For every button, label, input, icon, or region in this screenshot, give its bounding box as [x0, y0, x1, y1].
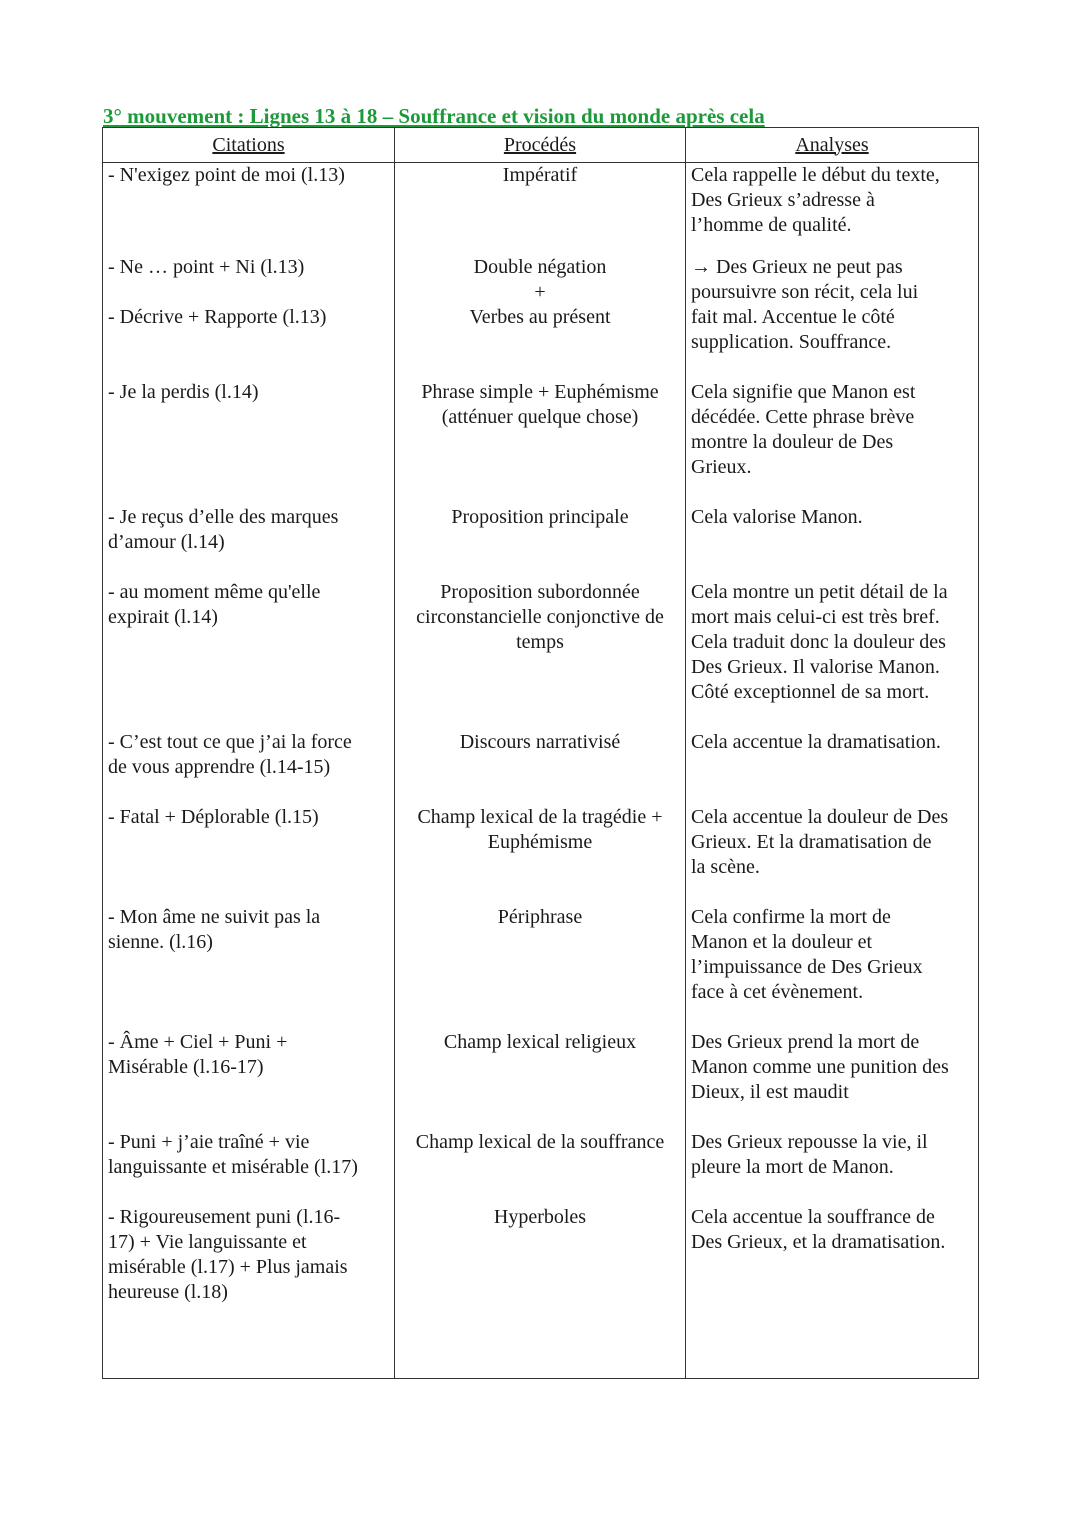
citation-cell [103, 730, 395, 805]
cell-line: - C’est tout ce que j’ai la force [108, 731, 352, 753]
citation-cell [103, 805, 395, 905]
citation-cell [103, 1030, 395, 1130]
cell-line: supplication. Souffrance. [691, 331, 892, 353]
cell-line: Misérable (l.16-17) [108, 1056, 264, 1078]
analyse-cell [686, 1130, 979, 1205]
analyse-cell [686, 905, 979, 1030]
cell-line: - Décrive + Rapporte (l.13) [108, 306, 327, 328]
table-row [103, 1130, 979, 1205]
citation-cell [103, 580, 395, 730]
table-row [103, 255, 979, 380]
cell-line: circonstancielle conjonctive de [416, 606, 664, 628]
cell-line: temps [516, 631, 564, 653]
procede-cell [395, 163, 686, 256]
table-row [103, 730, 979, 805]
cell-line: Cela accentue la souffrance de [691, 1206, 935, 1228]
cell-line: pleure la mort de Manon. [691, 1156, 894, 1178]
cell-line: expirait (l.14) [108, 606, 218, 628]
column-header-citations: Citations [103, 128, 395, 163]
cell-line: 17) + Vie languissante et [108, 1231, 307, 1253]
cell-line: Impératif [502, 164, 578, 186]
analysis-table [102, 127, 979, 1379]
cell-line: Dieux, il est maudit [691, 1081, 849, 1103]
cell-line: Proposition principale [451, 506, 629, 528]
cell-line: languissante et misérable (l.17) [108, 1156, 358, 1178]
cell-line: Grieux. [691, 456, 752, 478]
cell-line: décédée. Cette phrase brève [691, 406, 915, 428]
column-header-analyses: Analyses [686, 128, 979, 163]
cell-line: - Rigoureusement puni (l.16- [108, 1206, 341, 1228]
cell-line: de vous apprendre (l.14-15) [108, 756, 331, 778]
cell-line: poursuivre son récit, cela lui [691, 281, 919, 303]
cell-line: Des Grieux repousse la vie, il [691, 1131, 928, 1153]
analyse-cell [686, 505, 979, 580]
section-heading: 3° mouvement : Lignes 13 à 18 – Souffrance et vision du monde après cela [103, 104, 765, 128]
procede-cell [395, 580, 686, 730]
cell-line: + [534, 281, 546, 303]
cell-line: Cela signifie que Manon est [691, 381, 916, 403]
column-header-procedes: Procédés [395, 128, 686, 163]
cell-line: Cela accentue la douleur de Des [691, 806, 949, 828]
cell-line: Cela confirme la mort de [691, 906, 891, 928]
cell-line: Grieux. Et la dramatisation de [691, 831, 932, 853]
cell-line: - Je la perdis (l.14) [108, 381, 259, 403]
procede-cell [395, 1030, 686, 1130]
cell-line: Des Grieux, et la dramatisation. [691, 1231, 946, 1253]
cell-line: Champ lexical de la souffrance [415, 1131, 665, 1153]
cell-line: - au moment même qu'elle [108, 581, 321, 603]
analyse-cell [686, 805, 979, 905]
cell-line: Champ lexical religieux [443, 1031, 637, 1053]
cell-line: Cela rappelle le début du texte, [691, 164, 940, 186]
citation-cell [103, 1205, 395, 1379]
cell-line: - Âme + Ciel + Puni + [108, 1031, 288, 1053]
cell-line: d’amour (l.14) [108, 531, 225, 553]
cell-line: - Mon âme ne suivit pas la [108, 906, 321, 928]
cell-line: Hyperboles [493, 1206, 587, 1228]
cell-line: la scène. [691, 856, 760, 878]
table-row [103, 905, 979, 1030]
cell-line: Cela montre un petit détail de la [691, 581, 948, 603]
cell-line: - Fatal + Déplorable (l.15) [108, 806, 319, 828]
cell-line: - Puni + j’aie traîné + vie [108, 1131, 310, 1153]
cell-line: Discours narrativisé [459, 731, 621, 753]
procede-cell [395, 505, 686, 580]
cell-line: heureuse (l.18) [108, 1281, 228, 1303]
cell-line: Proposition subordonnée [440, 581, 640, 603]
cell-line: Manon comme une punition des [691, 1056, 949, 1078]
cell-line: Manon et la douleur et [691, 931, 873, 953]
table-row [103, 805, 979, 905]
table-row [103, 1030, 979, 1130]
header-row [103, 128, 979, 163]
cell-line: → Des Grieux ne peut pas [691, 256, 903, 278]
cell-line: misérable (l.17) + Plus jamais [108, 1256, 348, 1278]
analyse-cell [686, 380, 979, 505]
cell-line: montre la douleur de Des [691, 431, 894, 453]
cell-line: fait mal. Accentue le côté [691, 306, 895, 328]
cell-line: Cela traduit donc la douleur des [691, 631, 946, 653]
procede-cell [395, 805, 686, 905]
procede-cell [395, 730, 686, 805]
citation-cell [103, 163, 395, 256]
procede-cell [395, 1205, 686, 1379]
cell-line: Champ lexical de la tragédie + [417, 806, 663, 828]
cell-line: l’homme de qualité. [691, 214, 852, 236]
citation-cell [103, 380, 395, 505]
analyse-cell [686, 730, 979, 805]
cell-line: face à cet évènement. [691, 981, 864, 1003]
cell-line: - Ne … point + Ni (l.13) [108, 256, 305, 278]
cell-line: mort mais celui-ci est très bref. [691, 606, 940, 628]
cell-line: - Je reçus d’elle des marques [108, 506, 339, 528]
cell-line: Cela valorise Manon. [691, 506, 863, 528]
cell-line: l’impuissance de Des Grieux [691, 956, 923, 978]
cell-line: Euphémisme [487, 831, 593, 853]
cell-line: Des Grieux. Il valorise Manon. [691, 656, 940, 678]
citation-cell [103, 505, 395, 580]
table-row [103, 580, 979, 730]
analyse-cell [686, 580, 979, 730]
cell-line: Côté exceptionnel de sa mort. [691, 681, 930, 703]
cell-line: Des Grieux s’adresse à [691, 189, 875, 211]
analyse-cell [686, 1030, 979, 1130]
analyse-cell [686, 1205, 979, 1379]
procede-cell [395, 255, 686, 380]
cell-line: Périphrase [497, 906, 583, 928]
cell-line: Double négation [473, 256, 607, 278]
table-row [103, 163, 979, 256]
cell-line: - N'exigez point de moi (l.13) [108, 164, 345, 186]
citation-cell [103, 905, 395, 1030]
citation-cell [103, 1130, 395, 1205]
cell-line: (atténuer quelque chose) [441, 406, 639, 428]
cell-line: Cela accentue la dramatisation. [691, 731, 941, 753]
cell-line [108, 280, 389, 305]
analyse-cell [686, 255, 979, 380]
table-row [103, 505, 979, 580]
cell-line: Phrase simple + Euphémisme [421, 381, 659, 403]
procede-cell [395, 380, 686, 505]
procede-cell [395, 905, 686, 1030]
cell-line: Verbes au présent [469, 306, 611, 328]
cell-line: Des Grieux prend la mort de [691, 1031, 920, 1053]
table-row [103, 380, 979, 505]
analyse-cell [686, 163, 979, 256]
cell-line: sienne. (l.16) [108, 931, 213, 953]
procede-cell [395, 1130, 686, 1205]
table-row [103, 1205, 979, 1379]
citation-cell [103, 255, 395, 380]
